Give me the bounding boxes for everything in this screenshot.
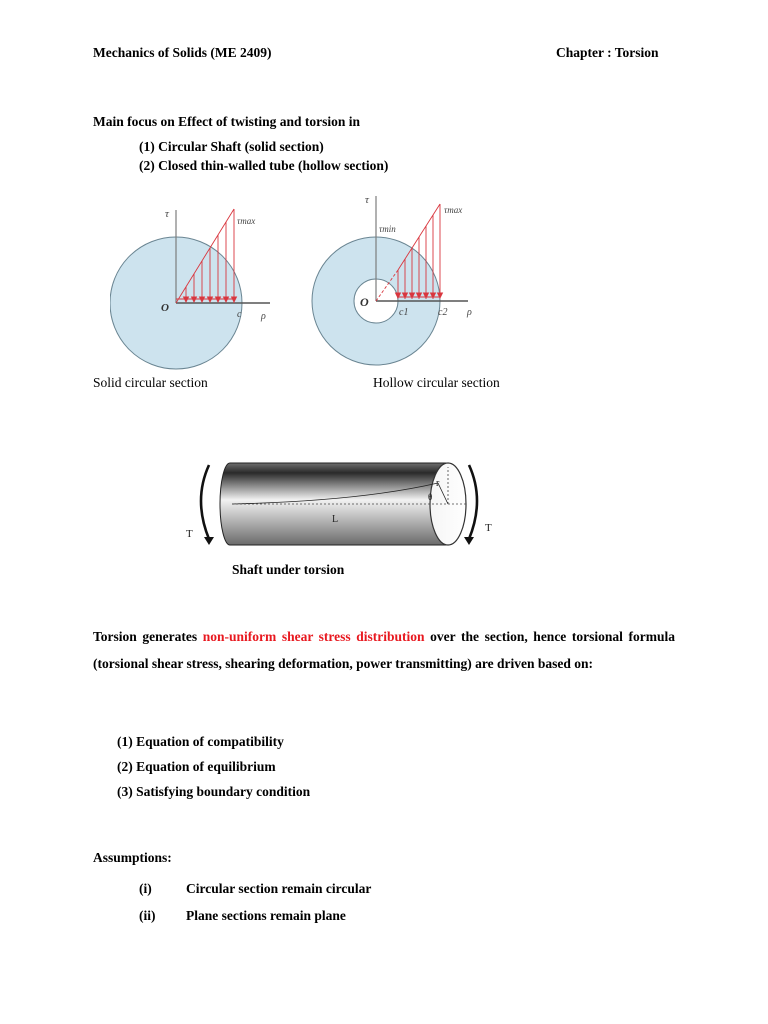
hollow-origin-label: O <box>360 295 369 309</box>
hollow-rho-label: ρ <box>467 307 472 318</box>
course-title: Mechanics of Solids (ME 2409) <box>93 45 272 60</box>
focus-heading: Main focus on Effect of twisting and torsion in <box>93 114 361 129</box>
paragraph-highlight: non-uniform shear stress distribution <box>202 629 425 644</box>
focus-list <box>139 139 388 176</box>
shaft-diagram <box>180 455 500 555</box>
assumption-item <box>139 908 371 935</box>
hollow-c2-label: c2 <box>438 307 448 318</box>
shaft-theta-label: θ <box>428 492 433 502</box>
left-torque-arrow <box>201 465 209 539</box>
chapter-title: Chapter : Torsion <box>556 45 659 60</box>
assumption-number: (ii) <box>139 908 156 923</box>
focus-item: (1) Circular Shaft (solid section) <box>139 139 324 154</box>
solid-caption: Solid circular section <box>93 375 208 390</box>
right-torque-arrow <box>469 465 477 539</box>
assumptions-heading: Assumptions: <box>93 850 172 865</box>
equation-item: (1) Equation of compatibility <box>117 734 284 749</box>
hollow-tau-max-label: τmax <box>444 205 463 215</box>
hollow-c1-label: c1 <box>399 307 409 318</box>
solid-c-label: c <box>237 309 242 320</box>
solid-section-diagram <box>110 195 300 370</box>
hollow-section-diagram <box>310 188 500 370</box>
assumption-text: Circular section remain circular <box>186 881 372 896</box>
solid-tau-label: τ <box>165 208 169 220</box>
shaft-L-label: L <box>332 514 339 525</box>
paragraph-text: over the section, hence torsional formula (torsional shear stress, shearing deformation, power transmitting) are driven based on: <box>93 629 675 671</box>
hollow-caption: Hollow circular section <box>373 375 500 390</box>
shaft-T-right-label: T <box>485 522 492 534</box>
paragraph-text: Torsion generates <box>93 629 203 644</box>
focus-item: (2) Closed thin-walled tube (hollow section) <box>139 157 389 173</box>
hollow-tau-min-label: τmin <box>379 224 396 234</box>
torsion-paragraph <box>93 624 675 677</box>
equation-item: (2) Equation of equilibrium <box>117 759 276 774</box>
assumption-number: (i) <box>139 881 152 896</box>
shaft-caption: Shaft under torsion <box>232 562 345 577</box>
equation-item: (3) Satisfying boundary condition <box>117 784 311 799</box>
assumptions-list <box>139 881 371 935</box>
assumption-text: Plane sections remain plane <box>186 908 346 923</box>
assumption-item <box>139 881 371 908</box>
solid-origin-label: O <box>161 302 169 314</box>
equations-list <box>117 734 310 809</box>
shaft-r-label: r <box>436 478 440 489</box>
shaft-T-left-label: T <box>186 528 193 540</box>
solid-rho-label: ρ <box>261 311 266 322</box>
hollow-tau-label: τ <box>365 194 369 206</box>
solid-tau-max-label: τmax <box>237 216 256 226</box>
